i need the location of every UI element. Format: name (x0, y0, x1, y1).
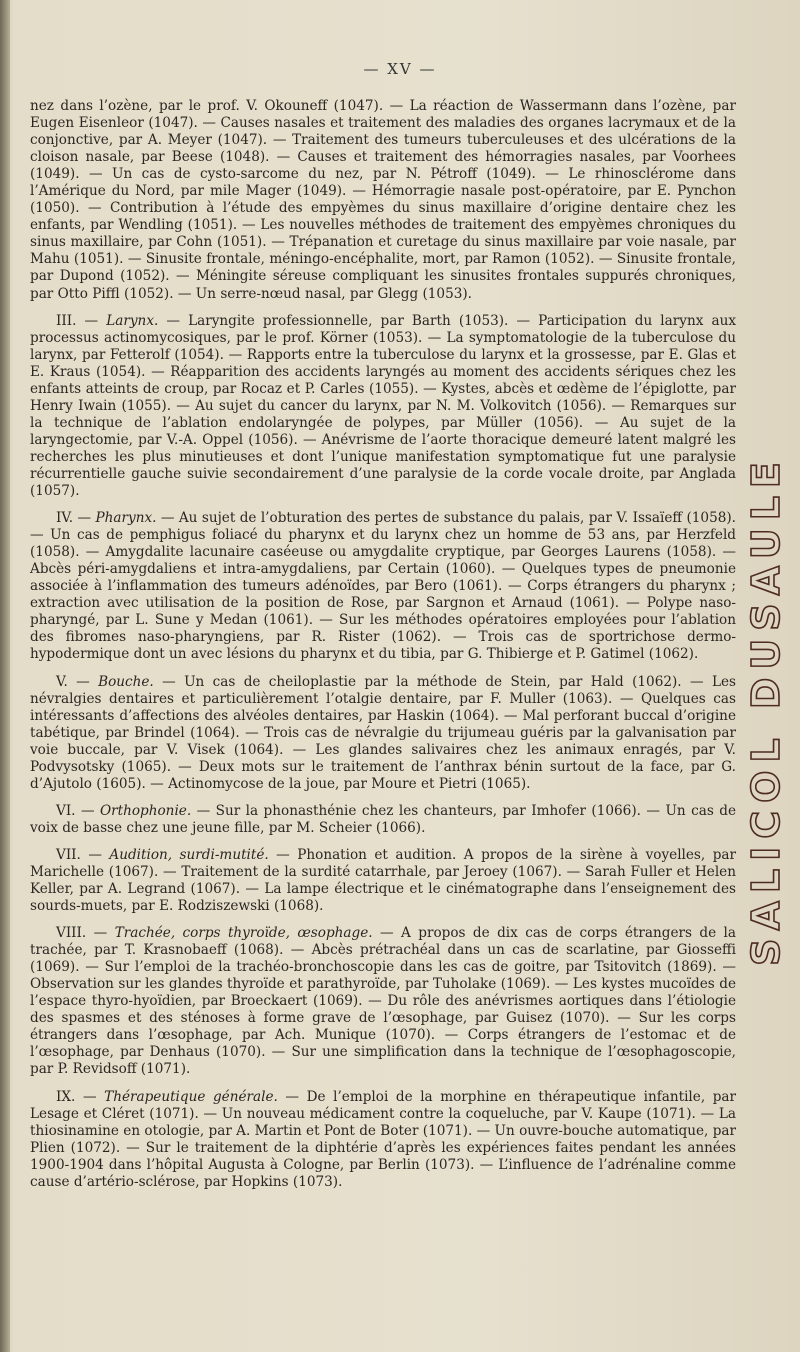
para-text: — Laryngite professionnelle, par Barth (1053). — Participation du larynx aux processus actinomycosiques, par le prof. Körner (1053). — La symptomatologie de la tuberculose du larynx, par Fetterolf (1054). — Rapports entre la tuberculose du larynx et la grossesse, par E. Glas et E. Kraus (1054). — Réapparition des accidents laryngés au moment des accidents sériques chez les enfants atteints de croup, par Rocaz et P. Carles (1055). — Kystes, abcès et œdème de l’épiglotte, par Henry Iwain (1055). — Au sujet du cancer du larynx, par N. M. Volkovitch (1056). — Remarques sur la technique de l’ablation endolaryngée de polypes, par Müller (1056). — Au sujet de la laryngectomie, par V.-A. Oppel (1056). — Anévrisme de l’aorte thoracique demeuré latent malgré les recherches les plus minutieuses et dont l’unique manifestation symptomatique fut une paralysie récurrentielle gauche suivie secondairement d’une paralysie de la corde vocale droite, par Anglada (1057). (30, 312, 736, 500)
section-number: III. — (56, 312, 107, 329)
section-bouche (30, 674, 736, 793)
salicol-dusaule-stamp (744, 300, 788, 1120)
section-number: V. — (56, 673, 99, 690)
para-text: nez dans l’ozène, par le prof. V. Okouneff (1047). — La réaction de Wassermann dans l’ozène, par Eugen Eisenleor (1047). — Causes nasales et traitement des maladies des organes lacrymaux et de la conjonctive, par A. Meyer (1047). — Traitement des tumeurs tuberculeuses et des ulcérations de la cloison nasale, par Beese (1048). — Causes et traitement des hémorragies nasales, par Voorhees (1049). — Un cas de cysto-sarcome du nez, par N. Pétroff (1049). — Le rhinosclérome dans l’Amérique du Nord, par mile Mager (1049). — Hémorragie nasale post-opératoire, par E. Pynchon (1050). — Contribution à l’étude des empyèmes du sinus maxillaire d’origine dentaire chez les enfants, par Wendling (1051). — Les nouvelles méthodes de traitement des empyèmes chroniques du sinus maxillaire, par Cohn (1051). — Trépanation et curetage du sinus maxillaire par voie nasale, par Mahu (1051). — Sinusite frontale, méningo-encéphalite, mort, par Ramon (1052). — Sinusite frontale, par Dupond (1052). — Méningite séreuse compliquant les sinusites frontales suppurés chroniques, par Otto Piffl (1052). — Un serre-nœud nasal, par Glegg (1053). (30, 98, 736, 302)
section-number: VIII. — (56, 925, 115, 942)
section-trachee (30, 925, 736, 1078)
section-nez-continued (30, 98, 736, 303)
section-larynx (30, 313, 736, 501)
section-number: IX. — (56, 1088, 105, 1105)
table-of-contents (30, 98, 736, 1201)
section-therapeutique (30, 1089, 736, 1191)
section-title: Thérapeutique générale. (104, 1088, 278, 1105)
section-audition (30, 847, 736, 915)
para-text: — Sur la phonasthénie chez les chanteurs, par Imhofer (1066). — Un cas de voix de basse chez une jeune fille, par M. Scheier (1066). (30, 802, 736, 836)
para-text: — De l’emploi de la morphine en thérapeutique infantile, par Lesage et Cléret (1071). — Un nouveau médicament contre la coqueluche, par V. Kaupe (1071). — La thiosinamine en otologie, par A. Martin et Pont de Boter (1071). — Un ouvre-bouche automatique, par Plien (1072). — Sur le traitement de la diphtérie d’après les expériences faites pendant les années 1900-1904 dans l’hôpital Augusta à Cologne, par Berlin (1073). — L’influence de l’adrénaline comme cause d’artério-sclérose, par Hopkins (1073). (30, 1088, 737, 1190)
section-title: Trachée, corps thyroïde, œsophage. (114, 925, 373, 942)
para-text: — Un cas de cheiloplastie par la méthode de Stein, par Hald (1062). — Les névralgies dentaires et particulièrement l’otalgie dentaire, par F. Muller (1063). — Quelques cas intéressants d’affections des alvéoles dentaires, par Haskin (1064). — Mal perforant buccal d’origine tabétique, par Brindel (1064). — Trois cas de névralgie du trijumeau guéris par la galvanisation par voie buccale, par V. Visek (1064). — Les glandes salivaires chez les animaux enragés, par V. Podvysotsky (1065). — Deux mots sur le traitement de l’anthrax bénin surtout de la face, par G. d’Ajutolo (1605). — Actinomycose de la joue, par Moure et Pietri (1065). (30, 673, 736, 792)
section-title: Bouche. (98, 673, 154, 690)
binding-edge (0, 0, 10, 1352)
section-title: Larynx. (106, 312, 159, 329)
section-title: Pharynx. (95, 510, 157, 527)
para-text: — A propos de dix cas de corps étrangers de la trachée, par T. Krasnobaeff (1068). — Abcès prétrachéal dans un cas de scarlatine, par Giosseffi (1069). — Sur l’emploi de la trachéo-bronchoscopie dans les cas de goitre, par Tsitovitch (1869). — Observation sur les glandes thyroïde et parathyroïde, par Tuholake (1069). — Les kystes mucoïdes de l’espace thyro-hyoïdien, par Broeckaert (1069). — Du rôle des anévrismes aortiques dans l’étiologie des spasmes et des sténoses à forme grave de l’œsophage, par Guisez (1070). — Sur les corps étrangers dans l’œsophage, par Ach. Munique (1070). — Corps étrangers de l’estomac et de l’œsophage, par Denhaus (1070). — Sur une simplification dans la technique de l’œsophagoscopie, par P. Revidsoff (1071). (30, 925, 736, 1078)
section-number: VII. — (56, 846, 110, 863)
page-number: — XV — (363, 60, 437, 78)
section-pharynx (30, 510, 736, 663)
section-orthophonie (30, 803, 736, 837)
section-number: VI. — (56, 802, 100, 819)
para-text: — Au sujet de l’obturation des pertes de substance du palais, par V. Issaïeff (1058). — Un cas de pemphigus foliacé du pharynx et du larynx chez un homme de 53 ans, par Herzfeld (1058). — Amygdalite lacunaire caséeuse ou amygdalite cryptique, par Georges Laurens (1058). — Abcès péri-amygdaliens et intra-amygdaliens, par Certain (1060). — Quelques types de pneumonie associée à l’inflammation des tumeurs adénoïdes, par Bero (1061). — Corps étrangers du pharynx ; extraction avec utilisation de la position de Rose, par Sargnon et Arnaud (1061). — Polype naso-pharyngé, par L. Sune y Medan (1061). — Sur les méthodes opératoires employées pour l’ablation des fibromes naso-pharyngiens, par R. Rister (1062). — Trois cas de sportrichose dermo-hypodermique dont un avec lésions du pharynx et du tibia, par G. Thibierge et P. Gatimel (1062). (30, 510, 736, 663)
section-number: IV. — (56, 510, 96, 527)
section-title: Orthophonie. (100, 802, 192, 819)
para-text: — Phonation et audition. A propos de la sirène à voyelles, par Marichelle (1067). — Traitement de la surdité catarrhale, par Jeroey (1067). — Sarah Fuller et Helen Keller, par A. Legrand (1067). — La lampe électrique et le cinématographe dans l’enseignement des sourds-muets, par E. Rodziszewski (1068). (30, 846, 736, 915)
stamp-text: SALICOL DUSAULE (744, 454, 788, 966)
section-title: Audition, surdi-mutité. (109, 846, 269, 863)
